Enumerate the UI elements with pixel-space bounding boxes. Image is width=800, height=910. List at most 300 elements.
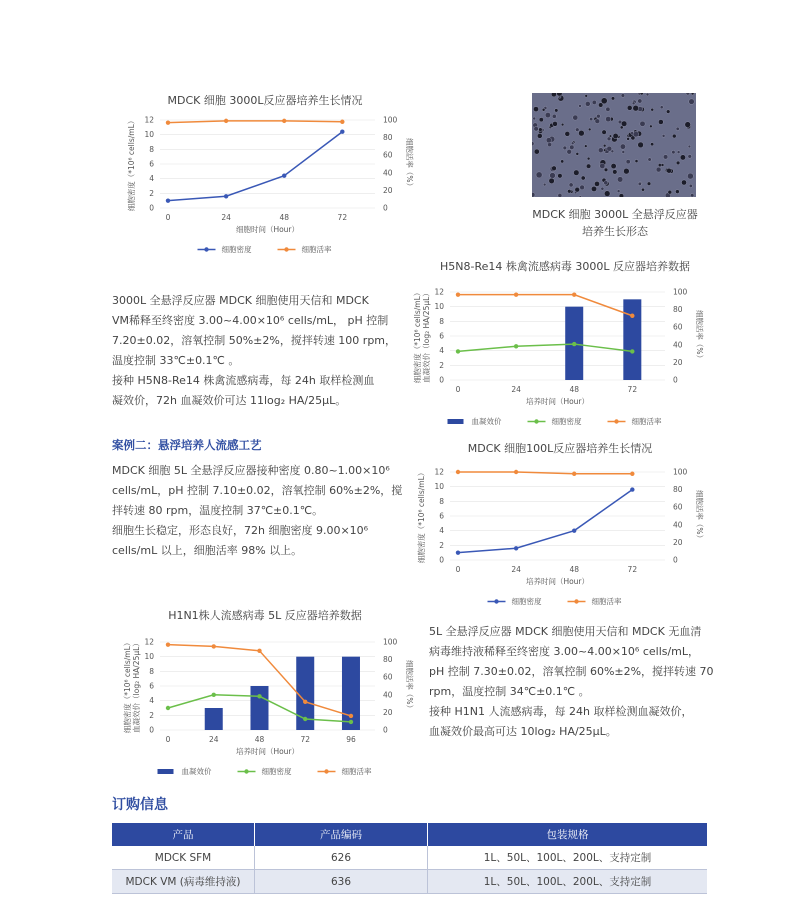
series-line: [458, 490, 632, 553]
y2-tick-label: 0: [383, 203, 388, 213]
cell-dot: [656, 167, 661, 172]
cell-dot: [603, 144, 606, 147]
cell-dot: [626, 160, 630, 164]
x-tick-label: 96: [346, 735, 356, 744]
data-point: [514, 292, 518, 296]
cell-dot: [675, 190, 679, 194]
header-code: 产品编码: [255, 823, 428, 846]
y-tick-label: 10: [434, 302, 444, 312]
x-axis-title: 培养时间（Hour）: [525, 397, 590, 406]
cell-dot: [661, 164, 664, 167]
y-tick-label: 2: [149, 710, 154, 720]
cell-dot: [548, 143, 552, 147]
y-tick-label: 0: [439, 555, 444, 565]
legend-label: 细胞活率: [591, 597, 622, 606]
y2-tick-label: 80: [673, 485, 683, 495]
y-axis-title-2: 血凝效价（log₂ HA/25μL）: [422, 289, 431, 383]
data-point: [212, 693, 216, 697]
legend-label: 细胞密度: [261, 767, 292, 776]
cell-dot: [604, 191, 610, 197]
cell-dot: [619, 194, 624, 197]
y2-tick-label: 100: [383, 637, 398, 647]
y-tick-label: 6: [149, 681, 154, 691]
cell-dot: [545, 112, 550, 117]
data-point: [303, 717, 307, 721]
y2-tick-label: 60: [673, 502, 683, 512]
paragraph-5l-growth: [112, 461, 412, 561]
paragraph-line: 病毒维持液稀释至终密度 3.00~4.00×10⁶ cells/mL，: [429, 645, 700, 658]
case-two-title: 案例二：悬浮培养人流感工艺: [112, 438, 262, 452]
cell-dot: [662, 134, 665, 137]
order-table-header: [112, 823, 707, 846]
legend-marker: [574, 599, 578, 603]
cell-dot: [534, 149, 539, 154]
cell-dot: [676, 127, 679, 130]
cell-dot: [567, 149, 572, 154]
cell-dot: [624, 168, 630, 174]
y2-tick-label: 80: [673, 305, 683, 315]
cell-dot: [575, 128, 579, 132]
cell-dot: [579, 196, 582, 197]
data-point: [166, 706, 170, 710]
cell-dot: [579, 130, 585, 136]
cell-dot: [558, 193, 562, 197]
data-point: [572, 292, 576, 296]
cell-dot: [627, 137, 630, 140]
legend-marker: [204, 247, 208, 251]
y2-tick-label: 60: [673, 322, 683, 332]
paragraph-line: 3000L 全悬浮反应器 MDCK 细胞使用天信和 MDCK: [112, 294, 369, 307]
data-point: [257, 649, 261, 653]
legend-marker: [324, 769, 328, 773]
data-point: [224, 194, 228, 198]
cell-dot: [579, 104, 582, 107]
cell-dot: [647, 182, 651, 186]
chart-title-mdck-100l: MDCK 细胞100L反应器培养生长情况: [467, 442, 653, 455]
paragraph-line: cells/mL 以上，细胞活率 98% 以上。: [112, 544, 303, 557]
cell-dot: [668, 190, 672, 194]
data-point: [630, 472, 634, 476]
cell-dot: [537, 133, 542, 138]
cell-dot: [621, 94, 625, 98]
order-info-title: 订购信息: [112, 797, 168, 813]
y-tick-label: 10: [144, 652, 154, 662]
cell-dot: [533, 117, 536, 120]
cell-dot: [617, 177, 623, 183]
cell-dot: [574, 170, 580, 176]
table-row: [112, 870, 707, 894]
x-tick-label: 72: [300, 735, 311, 744]
x-tick-label: 24: [208, 735, 219, 744]
photo-caption-line-2: 培养生长形态: [582, 225, 648, 238]
cell-dot: [552, 166, 557, 171]
cell-dot: [606, 107, 610, 111]
cell-dot: [532, 192, 535, 197]
cell-dot: [607, 137, 611, 141]
cell-dot: [569, 183, 573, 187]
cell-dot: [627, 105, 632, 110]
legend-label: 细胞活率: [301, 245, 332, 254]
y-tick-label: 0: [149, 203, 154, 213]
cell-dot: [689, 99, 695, 105]
cell-dot: [680, 155, 685, 160]
cell-dot: [620, 144, 625, 149]
cell-dot: [602, 130, 607, 135]
cell-dot: [633, 105, 639, 111]
cell-dot: [663, 155, 668, 160]
paragraph-line: cells/mL，pH 控制 7.10±0.02，溶氧控制 60%±2%，搅: [112, 484, 403, 497]
y-tick-label: 2: [149, 188, 154, 198]
cell-dot: [561, 123, 564, 126]
cell-dot: [677, 151, 680, 154]
data-point: [514, 470, 518, 474]
cell-dot: [640, 121, 645, 126]
cell-dot: [573, 115, 578, 120]
cell-dot: [603, 149, 606, 152]
paragraph-line: 5L 全悬浮反应器 MDCK 细胞使用天信和 MDCK 无血清: [429, 625, 702, 638]
y2-tick-label: 100: [383, 115, 398, 125]
header-package: 包装规格: [428, 823, 708, 846]
bar-hemagglutination: [205, 708, 223, 730]
cell-dot: [688, 155, 692, 159]
photo-caption: [510, 206, 720, 240]
paragraph-line: 凝效价，72h 血凝效价可达 11log₂ HA/25μL。: [112, 394, 347, 407]
y2-tick-label: 60: [383, 672, 393, 682]
paragraph-line: 接种 H5N8-Re14 株禽流感病毒，每 24h 取样检测血: [112, 374, 375, 387]
y2-tick-label: 20: [383, 185, 393, 195]
cell-dot: [604, 168, 608, 172]
y2-tick-label: 40: [673, 340, 683, 350]
chart-mdck-3000l-growth: [110, 108, 420, 263]
y2-tick-label: 40: [673, 520, 683, 530]
y2-tick-label: 0: [383, 725, 388, 735]
x-tick-label: 0: [455, 565, 461, 574]
product-name: MDCK SFM: [112, 846, 255, 870]
cell-dot: [553, 121, 558, 126]
data-point: [282, 174, 286, 178]
cell-dot: [550, 173, 556, 179]
data-point: [166, 642, 170, 646]
y-tick-label: 10: [144, 130, 154, 140]
cell-dot: [585, 95, 588, 98]
data-point: [340, 120, 344, 124]
cell-dot: [585, 101, 590, 106]
cell-dot: [672, 150, 676, 154]
y2-tick-label: 80: [383, 655, 393, 665]
cell-dot: [581, 176, 585, 180]
cell-dot: [552, 114, 556, 118]
y-tick-label: 12: [434, 467, 444, 477]
y2-axis-title: 细胞活率（%）: [405, 659, 414, 713]
cell-dot: [546, 138, 551, 143]
y-tick-label: 8: [149, 666, 154, 676]
cell-dot: [688, 145, 691, 148]
bar-hemagglutination: [342, 657, 360, 730]
y2-tick-label: 20: [383, 707, 393, 717]
y-axis-title: 细胞密度（*10⁶ cells/mL）: [417, 468, 426, 564]
data-point: [630, 487, 634, 491]
cell-dot: [539, 118, 543, 122]
paragraph-line: 接种 H1N1 人流感病毒，每 24h 取样检测血凝效价，: [429, 705, 693, 718]
y-tick-label: 6: [439, 511, 444, 521]
data-point: [456, 349, 460, 353]
data-point: [456, 292, 460, 296]
cell-dot: [555, 109, 559, 113]
legend-label: 细胞密度: [221, 245, 252, 254]
y2-tick-label: 40: [383, 690, 393, 700]
cell-dot: [660, 106, 663, 109]
cell-dot: [607, 146, 612, 151]
photo-caption-line-1: MDCK 细胞 3000L 全悬浮反应器: [532, 208, 698, 221]
legend-label: 细胞活率: [631, 417, 662, 426]
y-tick-label: 12: [144, 637, 154, 647]
cell-dot: [667, 168, 672, 173]
x-tick-label: 0: [165, 735, 171, 744]
legend-label: 细胞密度: [551, 417, 582, 426]
cell-dot: [606, 116, 611, 121]
cell-dot: [598, 148, 603, 153]
data-point: [456, 550, 460, 554]
paragraph-line: 拌转速 80 rpm，温度控制 37℃±0.1℃。: [112, 504, 324, 517]
legend-marker: [614, 419, 618, 423]
cell-dot: [650, 143, 653, 146]
data-point: [224, 119, 228, 123]
y-axis-title: 细胞密度（*10⁶ cells/mL）: [413, 288, 422, 384]
cell-dot: [551, 93, 556, 97]
data-point: [257, 694, 261, 698]
cell-dot: [594, 181, 599, 186]
data-point: [630, 314, 634, 318]
x-tick-label: 72: [337, 213, 348, 222]
chart-title-mdck-3000l: MDCK 细胞 3000L反应器培养生长情况: [167, 94, 363, 107]
y2-axis-title: 细胞活率（%）: [405, 137, 414, 191]
legend-marker: [534, 419, 538, 423]
paragraph-line: 温度控制 33℃±0.1℃ 。: [112, 354, 240, 367]
package-spec: 1L、50L、100L、200L、支持定制: [428, 870, 708, 894]
series-line: [168, 132, 342, 201]
bar-hemagglutination: [250, 686, 268, 730]
chart-mdck-100l-growth: [400, 460, 710, 605]
legend-label: 细胞密度: [511, 597, 542, 606]
data-point: [303, 700, 307, 704]
paragraph-line: 7.20±0.02，溶氧控制 50%±2%，搅拌转速 100 rpm，: [112, 334, 397, 347]
x-tick-label: 0: [165, 213, 171, 222]
order-table: [112, 823, 707, 894]
y-tick-label: 2: [439, 540, 444, 550]
paragraph-3000l-process: [112, 291, 412, 411]
y-axis-title-2: 血凝效价（log₂ HA/25μL）: [132, 639, 141, 733]
cell-dot: [611, 97, 615, 101]
cell-dot: [646, 93, 649, 96]
data-point: [166, 120, 170, 124]
cell-dot: [640, 93, 643, 95]
cell-dot: [690, 194, 694, 198]
chart-h1n1-5l: [110, 630, 420, 775]
paragraph-line: 血凝效价最高可达 10log₂ HA/25μL。: [429, 725, 617, 738]
package-spec: 1L、50L、100L、200L、支持定制: [428, 846, 708, 870]
cell-dot: [563, 146, 567, 150]
x-axis-title: 细胞时间（Hour）: [235, 225, 300, 234]
cell-dot: [534, 127, 539, 132]
cell-dot: [558, 174, 563, 179]
y2-tick-label: 80: [383, 133, 393, 143]
y-tick-label: 8: [439, 496, 444, 506]
cell-dot: [650, 125, 653, 128]
cell-dot: [592, 100, 596, 104]
cell-dot: [591, 186, 596, 191]
cell-dot: [532, 142, 534, 146]
cell-dot: [587, 157, 590, 160]
legend-marker: [244, 769, 248, 773]
y-tick-label: 4: [149, 174, 154, 184]
cell-dot: [651, 108, 654, 111]
y-tick-label: 2: [439, 360, 444, 370]
cell-dot: [598, 103, 603, 108]
cell-dot: [561, 160, 564, 163]
x-tick-label: 48: [569, 385, 579, 394]
cell-dot: [589, 117, 592, 120]
paragraph-line: 细胞生长稳定，形态良好，72h 细胞密度 9.00×10⁶: [112, 524, 369, 537]
header-product: 产品: [112, 823, 255, 846]
x-tick-label: 72: [627, 565, 638, 574]
x-axis-title: 培养时间（Hour）: [525, 577, 590, 586]
y2-axis-title: 细胞活率（%）: [695, 489, 704, 543]
cell-dot: [571, 142, 574, 145]
x-tick-label: 72: [627, 385, 638, 394]
cell-dot: [567, 189, 571, 193]
y-tick-label: 12: [144, 115, 154, 125]
y2-tick-label: 100: [673, 467, 688, 477]
cell-dot: [586, 164, 591, 169]
product-name: MDCK VM (病毒维持液): [112, 870, 255, 894]
x-tick-label: 24: [511, 565, 521, 574]
y-tick-label: 4: [439, 526, 444, 536]
y-tick-label: 0: [439, 375, 444, 385]
y-tick-label: 4: [149, 696, 154, 706]
data-point: [630, 349, 634, 353]
cell-dot: [549, 178, 555, 184]
data-point: [212, 644, 216, 648]
cell-dot: [600, 163, 605, 168]
cell-dot: [633, 131, 639, 137]
data-point: [514, 546, 518, 550]
cell-dot: [685, 122, 691, 128]
y-tick-label: 6: [439, 331, 444, 341]
y2-tick-label: 100: [673, 287, 688, 297]
y-axis-title: 细胞密度（*10⁶ cells/mL）: [123, 638, 132, 734]
data-point: [340, 130, 344, 134]
cell-dot: [638, 99, 642, 103]
cell-dot: [666, 110, 670, 114]
cell-dot: [617, 190, 620, 193]
legend-marker: [284, 247, 288, 251]
legend-swatch: [158, 769, 174, 774]
chart-title-h5n8: H5N8-Re14 株禽流感病毒 3000L 反应器培养数据: [440, 260, 690, 273]
chart-h5n8-3000l: [400, 280, 710, 425]
paragraph-line: rpm，温度控制 34℃±0.1℃ 。: [429, 685, 590, 698]
cell-dot: [681, 180, 686, 185]
data-point: [282, 119, 286, 123]
y-tick-label: 8: [149, 144, 154, 154]
paragraph-h1n1-process: [429, 622, 729, 742]
y2-tick-label: 60: [383, 150, 393, 160]
cell-dot: [687, 173, 693, 179]
data-point: [572, 342, 576, 346]
cell-dot: [576, 152, 579, 155]
cell-dot: [611, 163, 616, 168]
cell-dot: [641, 188, 644, 191]
cell-dot: [575, 187, 580, 192]
y2-tick-label: 0: [673, 555, 678, 565]
y2-tick-label: 40: [383, 168, 393, 178]
paragraph-line: VM稀释至终密度 3.00~4.00×10⁶ cells/mL， pH 控制: [112, 314, 389, 327]
cell-dot: [557, 93, 563, 96]
data-point: [349, 714, 353, 718]
cell-dot: [604, 181, 608, 185]
chart-title-h1n1: H1N1株人流感病毒 5L 反应器培养数据: [168, 609, 362, 622]
x-tick-label: 48: [569, 565, 579, 574]
y-tick-label: 4: [439, 346, 444, 356]
series-line: [458, 344, 632, 351]
product-code: 636: [255, 870, 428, 894]
cell-dot: [658, 120, 663, 125]
cell-dot: [691, 93, 694, 95]
y-tick-label: 0: [149, 725, 154, 735]
cell-dot: [622, 151, 625, 154]
data-point: [572, 472, 576, 476]
paragraph-line: MDCK 细胞 5L 全悬浮反应器接种密度 0.80~1.00×10⁶: [112, 464, 390, 477]
cell-dot: [621, 121, 627, 127]
legend-label: 血凝效价: [471, 417, 502, 426]
cell-dot: [543, 183, 546, 186]
data-point: [349, 720, 353, 724]
cell-dot: [584, 145, 587, 148]
data-point: [456, 470, 460, 474]
x-axis-title: 培养时间（Hour）: [235, 747, 300, 756]
cell-dot: [542, 108, 545, 111]
legend-label: 血凝效价: [181, 767, 212, 776]
data-point: [166, 198, 170, 202]
y2-axis-title: 细胞活率（%）: [695, 309, 704, 363]
product-code: 626: [255, 846, 428, 870]
cell-dot: [595, 119, 600, 124]
cell-dot: [648, 158, 652, 162]
y-tick-label: 8: [439, 316, 444, 326]
cell-dot: [570, 145, 575, 150]
y2-tick-label: 0: [673, 375, 678, 385]
legend-swatch: [448, 419, 464, 424]
cell-dot: [689, 184, 692, 187]
data-point: [514, 344, 518, 348]
y2-tick-label: 20: [673, 537, 683, 547]
cell-dot: [601, 187, 604, 190]
y2-tick-label: 20: [673, 357, 683, 367]
cell-dot: [613, 133, 618, 138]
y-tick-label: 10: [434, 482, 444, 492]
table-row: [112, 846, 707, 870]
cell-dot: [632, 102, 635, 105]
x-tick-label: 0: [455, 385, 461, 394]
cell-dot: [613, 170, 618, 175]
x-tick-label: 24: [221, 213, 231, 222]
y-axis-title: 细胞密度（*10⁶ cells/mL）: [127, 116, 136, 212]
data-point: [572, 528, 576, 532]
cell-dot: [588, 128, 591, 131]
series-line: [458, 295, 632, 316]
cell-dot: [565, 131, 570, 136]
y-tick-label: 12: [434, 287, 444, 297]
y-tick-label: 6: [149, 159, 154, 169]
